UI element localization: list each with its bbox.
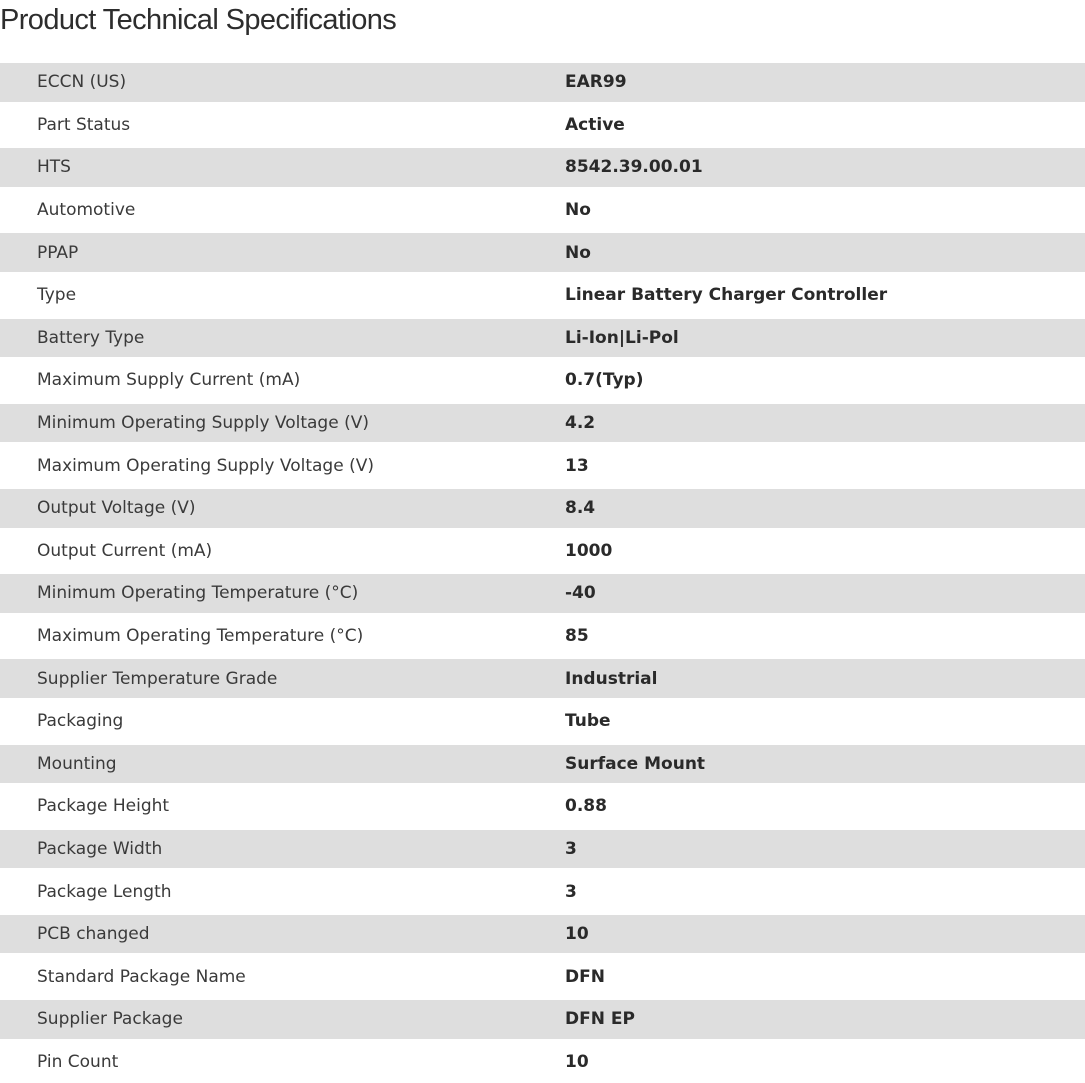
spec-value: DFN	[565, 966, 605, 987]
spec-label: Package Length	[37, 881, 172, 902]
spec-value: Surface Mount	[565, 753, 706, 774]
spec-value: 3	[565, 838, 577, 859]
table-row	[0, 785, 1085, 828]
table-row	[0, 61, 1085, 104]
table-row	[0, 317, 1085, 360]
spec-label: Mounting	[37, 753, 117, 774]
spec-label: Part Status	[37, 114, 131, 135]
spec-value: Li-Ion|Li-Pol	[565, 327, 679, 348]
table-row	[0, 913, 1085, 956]
table-row	[0, 1041, 1085, 1083]
spec-label: Supplier Package	[37, 1009, 183, 1030]
spec-value: 13	[565, 455, 589, 476]
spec-value: DFN EP	[565, 1009, 635, 1030]
table-row	[0, 955, 1085, 998]
spec-value: No	[565, 200, 591, 221]
table-row	[0, 743, 1085, 786]
spec-label: PCB changed	[37, 924, 150, 945]
spec-label: PPAP	[37, 242, 79, 263]
table-row	[0, 998, 1085, 1041]
spec-value: 0.88	[565, 796, 607, 817]
table-row	[0, 274, 1085, 317]
spec-value: 10	[565, 924, 589, 945]
page-title: Product Technical Specifications	[0, 4, 397, 36]
spec-value: No	[565, 242, 591, 263]
spec-label: ECCN (US)	[37, 72, 127, 93]
table-row	[0, 828, 1085, 871]
table-row	[0, 231, 1085, 274]
spec-value: Industrial	[565, 668, 658, 689]
spec-label: Packaging	[37, 711, 124, 732]
table-row	[0, 657, 1085, 700]
spec-label: Automotive	[37, 200, 136, 221]
spec-value: 85	[565, 626, 589, 647]
spec-label: Maximum Operating Temperature (°C)	[37, 626, 364, 647]
spec-value: 1000	[565, 540, 613, 561]
spec-value: 3	[565, 881, 577, 902]
spec-label: Pin Count	[37, 1051, 119, 1072]
spec-value: Linear Battery Charger Controller	[565, 285, 888, 306]
table-row	[0, 359, 1085, 402]
spec-label: Package Width	[37, 838, 163, 859]
spec-value: 4.2	[565, 413, 596, 434]
spec-label: Output Voltage (V)	[37, 498, 196, 519]
spec-label: Package Height	[37, 796, 170, 817]
spec-label: Maximum Operating Supply Voltage (V)	[37, 455, 374, 476]
table-row	[0, 444, 1085, 487]
table-row	[0, 402, 1085, 445]
table-row	[0, 104, 1085, 147]
table-row	[0, 870, 1085, 913]
spec-label: Output Current (mA)	[37, 540, 213, 561]
spec-label: Supplier Temperature Grade	[37, 668, 278, 689]
spec-value: EAR99	[565, 72, 627, 93]
table-row	[0, 146, 1085, 189]
spec-table	[0, 61, 1085, 1083]
spec-label: Type	[37, 285, 77, 306]
spec-value: 8542.39.00.01	[565, 157, 703, 178]
table-row	[0, 487, 1085, 530]
spec-value: -40	[565, 583, 596, 604]
table-row	[0, 189, 1085, 232]
spec-label: HTS	[37, 157, 71, 178]
table-row	[0, 572, 1085, 615]
spec-value: Active	[565, 114, 625, 135]
spec-value: 8.4	[565, 498, 596, 519]
spec-value: Tube	[565, 711, 611, 732]
spec-label: Minimum Operating Temperature (°C)	[37, 583, 359, 604]
spec-label: Battery Type	[37, 327, 145, 348]
table-row	[0, 700, 1085, 743]
spec-label: Minimum Operating Supply Voltage (V)	[37, 413, 369, 434]
spec-label: Maximum Supply Current (mA)	[37, 370, 301, 391]
spec-label: Standard Package Name	[37, 966, 246, 987]
table-row	[0, 615, 1085, 658]
spec-value: 0.7(Typ)	[565, 370, 644, 391]
table-row	[0, 530, 1085, 573]
spec-value: 10	[565, 1051, 589, 1072]
